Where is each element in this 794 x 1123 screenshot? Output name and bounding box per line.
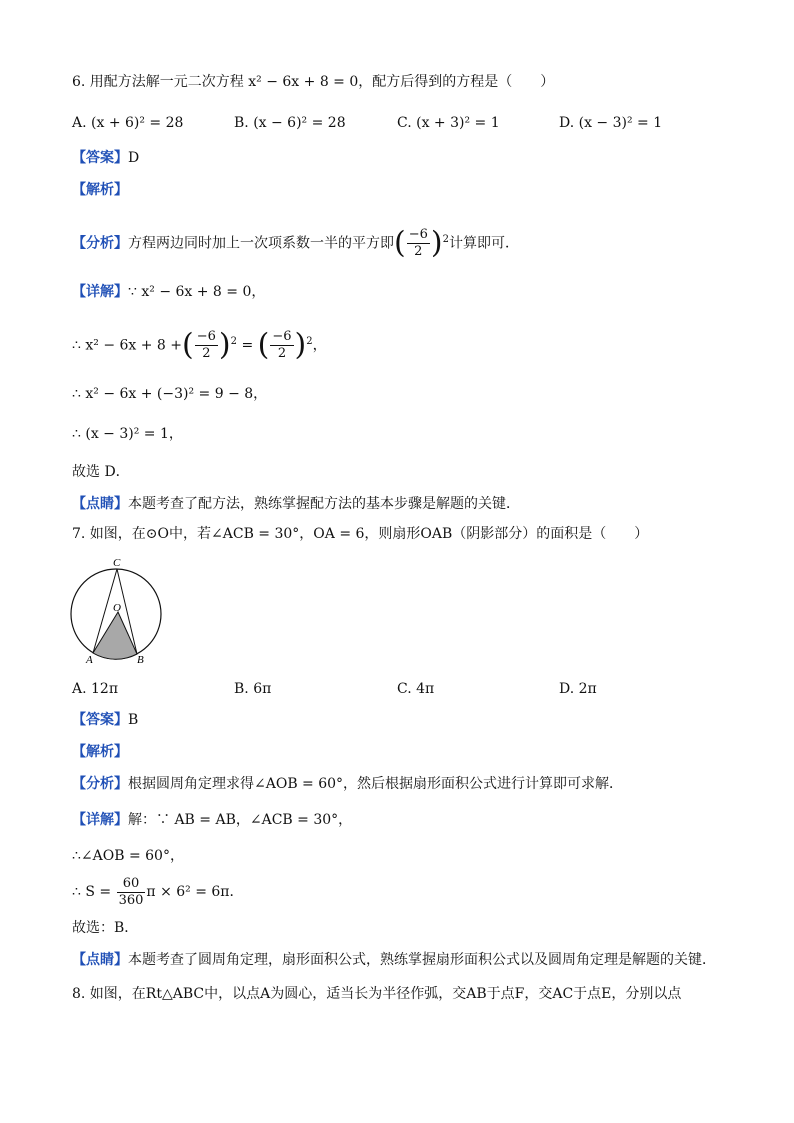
q7-option-c: C. 4π (397, 681, 435, 697)
circle-figure (70, 556, 166, 668)
q6-options (72, 112, 722, 134)
fenxi-tag: 【分析】 (72, 776, 128, 792)
q6-step4: ∴ (x − 3)² = 1， (72, 426, 183, 442)
comment-tag: 【点睛】 (72, 952, 128, 968)
fraction: $\frac{-6}{2}$ (196, 329, 216, 362)
q6-option-a: A. (x + 6)² = 28 (72, 115, 184, 131)
q6-option-b: B. (x − 6)² = 28 (234, 115, 346, 131)
answer-value: D (128, 150, 140, 166)
q6-step2: ∴ x² − 6x + 8 +( $\frac{-6}{2}$ )$^2$ = ( $\frac{-6}{2}$ )$^2$， (72, 327, 327, 363)
q7-stem: 7. 如图，在⊙O中，若∠ACB = 30°，OA = 6，则扇形OAB（阴影部分）的面积是（ ） (72, 526, 649, 542)
q6-option-c: C. (x + 3)² = 1 (397, 115, 500, 131)
q7-comment: 【点睛】本题考查了圆周角定理，扇形面积公式，熟练掌握扇形面积公式以及圆周角定理是解题的关键． (72, 952, 716, 968)
fraction: $\frac{-6}{2}$ (272, 329, 292, 362)
q6-step3: ∴ x² − 6x + (−3)² = 9 − 8， (72, 386, 268, 402)
label-a: A (86, 654, 93, 666)
label-b: B (137, 654, 144, 666)
fraction: $\frac{60}{360}$ (118, 875, 144, 908)
q7-option-d: D. 2π (559, 681, 597, 697)
detail-tag: 【详解】 (72, 812, 128, 828)
answer-tag: 【答案】 (72, 150, 128, 166)
answer-tag: 【答案】 (72, 712, 128, 728)
q7-option-b: B. 6π (234, 681, 272, 697)
q6-fenxi: 【分析】方程两边同时加上一次项系数一半的平方即( $\frac{-6}{2}$ )$^2$计算即可． (72, 225, 519, 261)
q7-option-a: A. 12π (72, 681, 119, 697)
q7-fenxi: 【分析】根据圆周角定理求得∠AOB = 60°，然后根据扇形面积公式进行计算即可求解． (72, 776, 624, 792)
q7-options (72, 678, 722, 700)
q6-option-d: D. (x − 3)² = 1 (559, 115, 663, 131)
circle-diagram (70, 556, 166, 668)
q7-step3: ∴ S = $\frac{60}{360}$ π × 6² = 6π． (72, 875, 244, 908)
analysis-tag: 【解析】 (72, 182, 128, 198)
q6-conclusion: 故选 D． (72, 464, 130, 480)
q7-conclusion: 故选：B． (72, 920, 139, 936)
q6-answer (72, 148, 139, 168)
q7-detail: 【详解】解：∵ AB = AB，∠ACB = 30°， (72, 812, 353, 828)
fenxi-post: 计算即可． (448, 235, 519, 252)
q6-detail (72, 282, 265, 302)
analysis-tag: 【解析】 (72, 744, 128, 760)
fraction: $\frac{-6}{2}$ (408, 227, 428, 260)
q7-step2: ∴∠AOB = 60°， (72, 848, 184, 864)
label-c: C (113, 557, 121, 569)
label-o: O (113, 602, 121, 614)
q6-analysis-tag (72, 180, 128, 200)
comment-tag: 【点睛】 (72, 496, 128, 512)
q6-step1: ∵ x² − 6x + 8 = 0， (128, 284, 266, 300)
q6-stem: 6. 用配方法解一元二次方程 x² − 6x + 8 = 0，配方后得到的方程是（ ） (72, 74, 555, 90)
q8-stem: 8. 如图，在Rt△ABC中，以点A为圆心，适当长为半径作弧，交AB于点F，交AC于点E，分别以点 (72, 986, 682, 1002)
q7-analysis-tag (72, 742, 128, 762)
q6-comment: 【点睛】本题考查了配方法，熟练掌握配方法的基本步骤是解题的关键． (72, 496, 520, 512)
shaded-sector (93, 612, 137, 659)
answer-value: B (128, 712, 139, 728)
fenxi-tag: 【分析】 (72, 235, 128, 252)
detail-tag: 【详解】 (72, 284, 128, 300)
fenxi-pre: 方程两边同时加上一次项系数一半的平方即 (128, 235, 394, 252)
q7-answer (72, 710, 138, 730)
